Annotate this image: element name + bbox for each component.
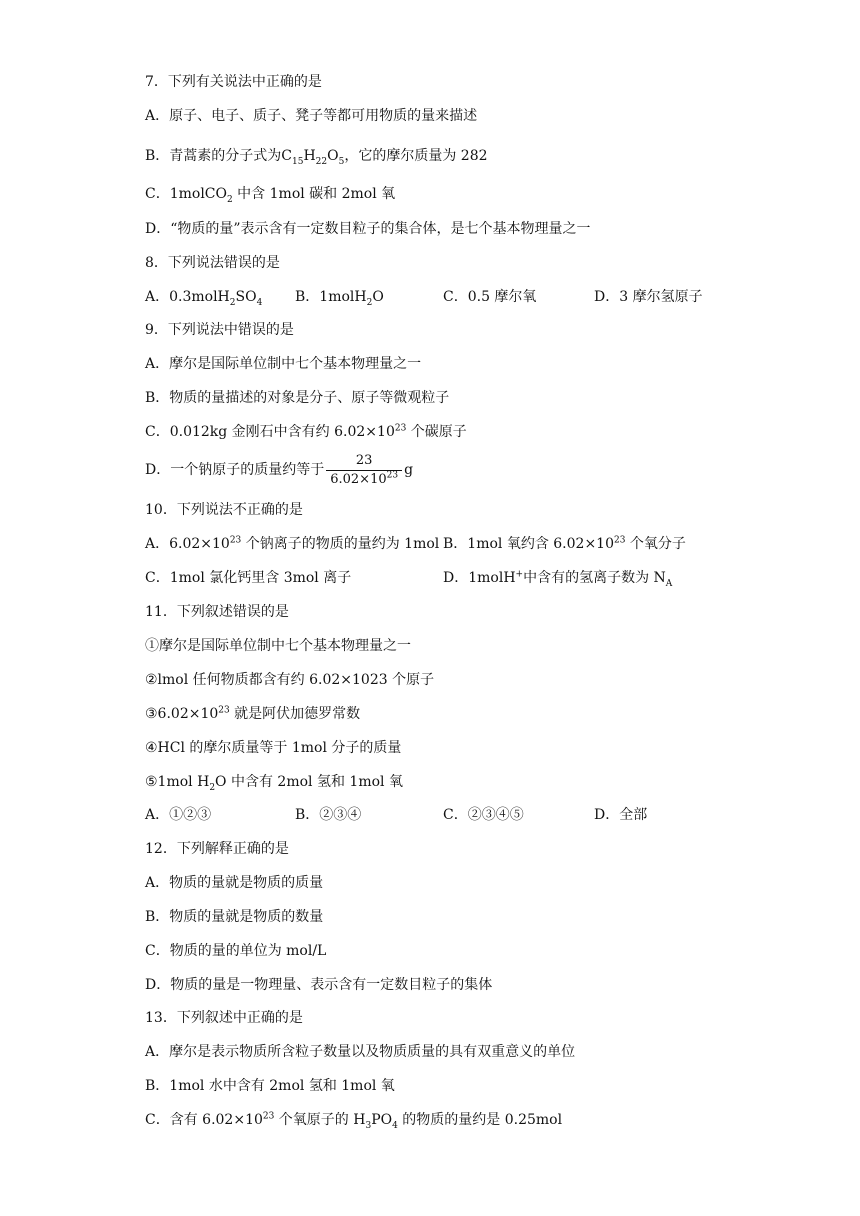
fraction: $\frac{23}{6.02\times 10^{23}}$ xyxy=(326,453,402,488)
question-11-option-a: A．①②③ xyxy=(145,807,212,823)
question-11-statement-2: ②lmol 任何物质都含有约 6.02×1023 个原子 xyxy=(145,672,435,688)
question-10-stem: 10．下列说法不正确的是 xyxy=(145,502,303,518)
question-11-option-d: D．全部 xyxy=(594,807,648,823)
question-12-option-b: B．物质的量就是物质的数量 xyxy=(145,909,324,925)
question-7-option-b: B．青蒿素的分子式为$C_{15}H_{22}O_5$，它的摩尔质量为 282 xyxy=(145,148,488,167)
question-11-statement-1: ①摩尔是国际单位制中七个基本物理量之一 xyxy=(145,638,411,654)
question-12-stem: 12．下列解释正确的是 xyxy=(145,841,289,857)
question-9-option-d: D．一个钠原子的质量约等于 $\frac{23}{6.02\times 10^{23}}$ g xyxy=(145,452,414,487)
question-11-option-b: B．②③④ xyxy=(295,807,362,823)
question-12-option-d: D．物质的量是一物理量、表示含有一定数目粒子的集体 xyxy=(145,977,493,993)
question-11-statement-5: ⑤1mol $H_2O$ 中含有 2mol 氢和 1mol 氧 xyxy=(145,774,403,793)
question-9-stem: 9．下列说法中错误的是 xyxy=(145,322,294,338)
question-10-option-c: C．1mol 氯化钙里含 3mol 离子 xyxy=(145,570,352,586)
question-11-options xyxy=(145,805,785,825)
question-13-stem: 13．下列叙述中正确的是 xyxy=(145,1010,303,1026)
question-12-option-c: C．物质的量的单位为 mol/L xyxy=(145,943,327,959)
question-8-option-d: D．3 摩尔氢原子 xyxy=(594,289,703,305)
question-7-option-a: A．原子、电子、质子、凳子等都可用物质的量来描述 xyxy=(145,108,478,124)
question-10-options-row-2 xyxy=(145,568,785,588)
question-8-option-b: B．1molH$_2$O xyxy=(295,289,384,308)
question-11-statement-4: ④HCl 的摩尔质量等于 1mol 分子的质量 xyxy=(145,740,402,756)
question-10-option-a: A．$6.02\times 10^{23}$ 个钠离子的物质的量约为 1mol xyxy=(145,535,440,552)
question-13-option-b: B．1mol 水中含有 2mol 氢和 1mol 氧 xyxy=(145,1078,395,1094)
question-13-option-a: A．摩尔是表示物质所含粒子数量以及物质质量的具有双重意义的单位 xyxy=(145,1044,576,1060)
question-7-option-c: C．1molCO$_2$ 中含 1mol 碳和 2mol 氧 xyxy=(145,186,396,205)
question-7-option-d: D．“物质的量”表示含有一定数目粒子的集合体，是七个基本物理量之一 xyxy=(145,221,591,237)
question-10-option-b: B．1mol 氧约含 $6.02\times 10^{23}$ 个氧分子 xyxy=(443,535,686,552)
question-8-option-c: C．0.5 摩尔氧 xyxy=(443,289,537,305)
question-10-options-row-1 xyxy=(145,534,785,554)
question-9-option-b: B．物质的量描述的对象是分子、原子等微观粒子 xyxy=(145,390,450,406)
question-11-statement-3: $③6.02\times 10^{23}$ 就是阿伏加德罗常数 xyxy=(145,705,361,722)
question-9-option-c: C．0.012kg 金刚石中含有约 $6.02\times 10^{23}$ 个碳原子 xyxy=(145,423,467,440)
question-11-option-c: C．②③④⑤ xyxy=(443,807,524,823)
question-8-options xyxy=(145,287,785,307)
question-10-option-d: D．1molH+中含有的氢离子数为 $N_A$ xyxy=(443,569,673,589)
question-8-stem: 8．下列说法错误的是 xyxy=(145,255,280,271)
question-11-stem: 11．下列叙述错误的是 xyxy=(145,604,289,620)
question-8-option-a: A．$0.3molH_2SO_4$ xyxy=(145,289,263,308)
question-7-stem: 7．下列有关说法中正确的是 xyxy=(145,74,322,90)
question-13-option-c: C．含有 $6.02\times 10^{23}$ 个氧原子的 $H_3PO_4$ 的物质的量约是 0.25mol xyxy=(145,1111,563,1131)
question-9-option-a: A．摩尔是国际单位制中七个基本物理量之一 xyxy=(145,356,422,372)
question-12-option-a: A．物质的量就是物质的质量 xyxy=(145,875,324,891)
